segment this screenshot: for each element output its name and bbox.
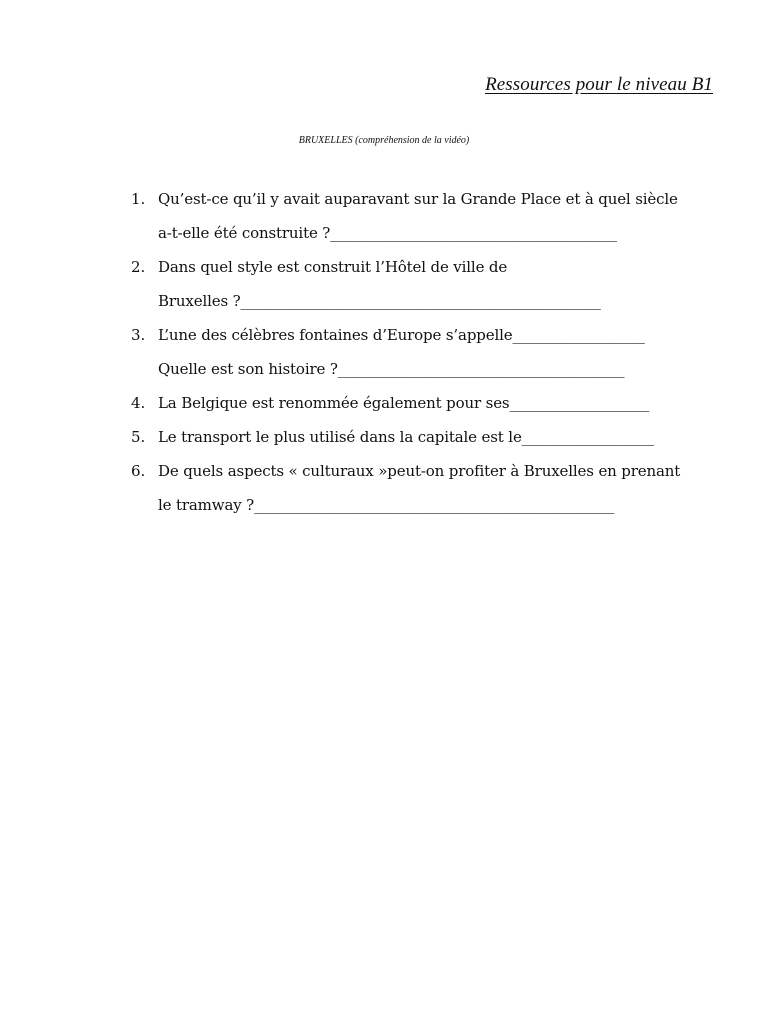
question-number: 1. [131, 190, 146, 208]
question-answer-line: Bruxelles ?_________________________________________________ [158, 292, 601, 310]
question-number: 3. [131, 326, 146, 344]
worksheet-title: BRUXELLES (compréhension de la vidéo) [298, 135, 470, 146]
question-answer-line: Quelle est son histoire ?_______________________________________ [158, 360, 625, 378]
question-text: De quels aspects « culturaux »peut-on profiter à Bruxelles en prenant [158, 462, 681, 480]
question-number: 5. [131, 428, 146, 446]
level-header: Ressources pour le niveau B1 [485, 74, 713, 95]
question-text: Dans quel style est construit l’Hôtel de ville de [158, 258, 508, 276]
question-number: 4. [131, 394, 146, 412]
question-number: 2. [131, 258, 146, 276]
question-text: La Belgique est renommée également pour ses___________________ [158, 394, 650, 412]
question-text: Qu’est-ce qu’il y avait auparavant sur la Grande Place et à quel siècle [158, 190, 678, 208]
question-5 [131, 420, 731, 454]
question-2 [131, 250, 731, 318]
question-text: Le transport le plus utilisé dans la capitale est le__________________ [158, 428, 654, 446]
question-answer-line: a-t-elle été construite ?_______________________________________ [158, 224, 617, 242]
question-3 [131, 318, 731, 386]
question-1 [131, 182, 731, 250]
question-list [131, 182, 731, 522]
question-6 [131, 454, 731, 522]
question-number: 6. [131, 462, 146, 480]
question-4 [131, 386, 731, 420]
question-answer-line: le tramway ?_________________________________________________ [158, 496, 615, 514]
question-text: L’une des célèbres fontaines d’Europe s’appelle__________________ [158, 326, 645, 344]
